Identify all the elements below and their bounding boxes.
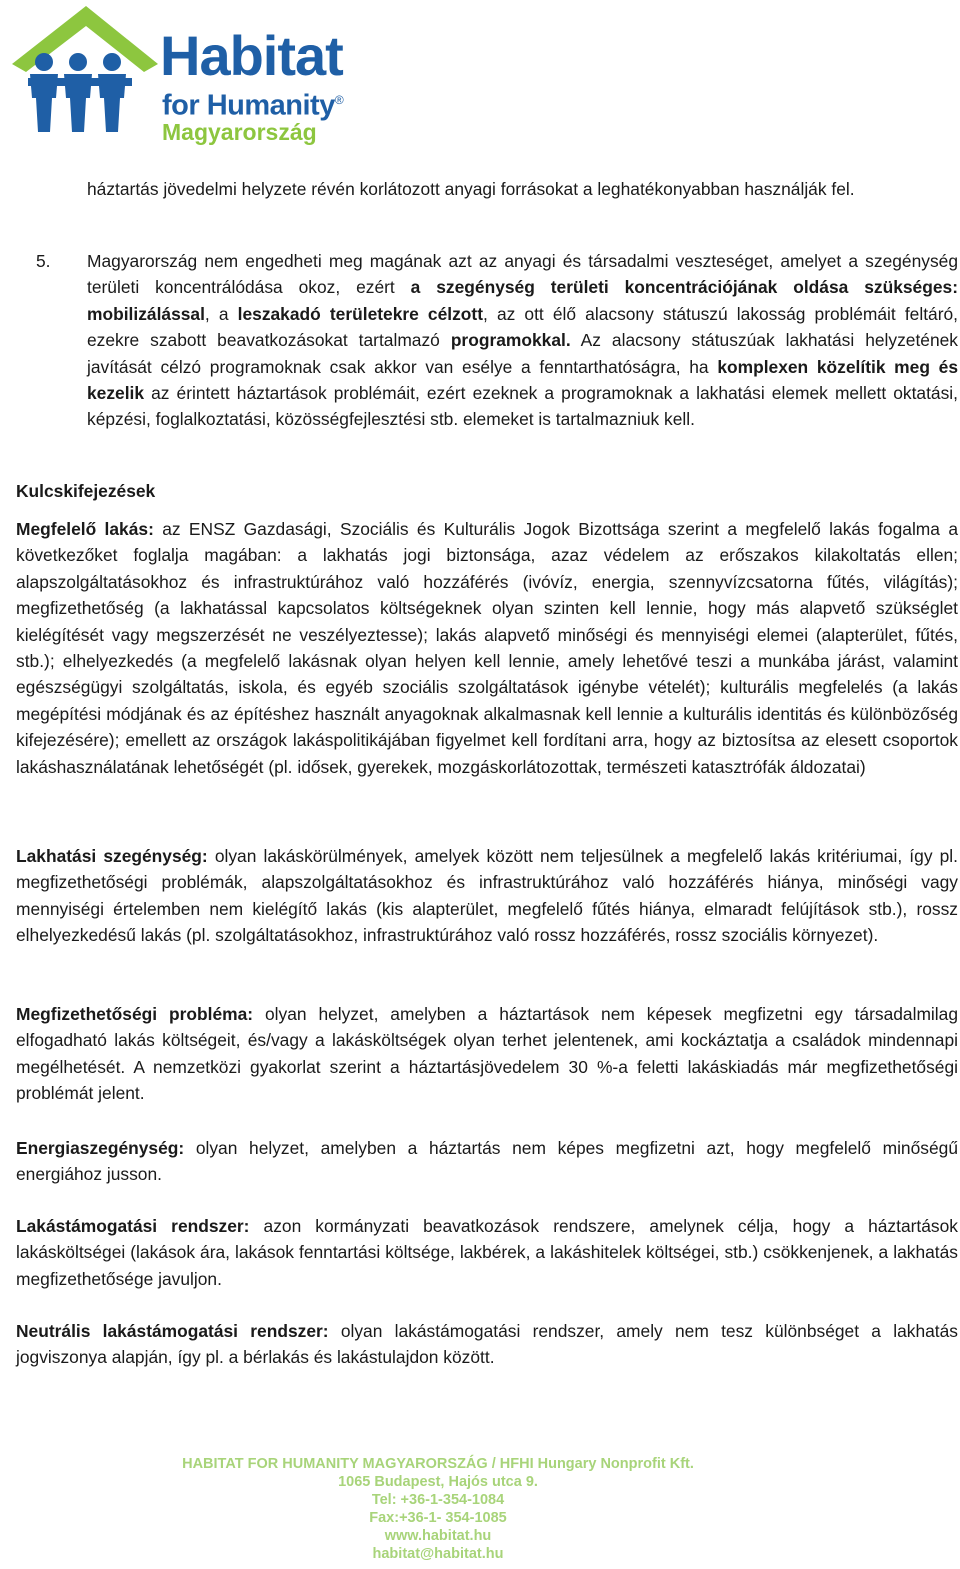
footer-fax: Fax:+36-1- 354-1085 <box>369 1510 507 1526</box>
footer-address: 1065 Budapest, Hajós utca 9. <box>338 1474 538 1490</box>
list-item-5-text: Magyarország nem engedheti meg magának azt az anyagi és társadalmi veszteséget, amelyet a szegénység területi koncentrálódása okoz, ezért a szegénység területi koncentrációjának oldása szükséges: mobilizálással, a leszakadó területekre célzott, az ott élő alacsony státuszú lakosság problémáit feltáró, ezekre szabott beavatkozásokat tartalmazó programokkal. Az alacsony státuszúak lakhatási helyzetének javítását célzó programoknak csak akkor van esélye a fenntarthatóságra, ha komplexen közelítik meg és kezelik az érintett háztartások problémáit, ezért ezeknek a programoknak a lakhatási elemek mellett oktatási, képzési, foglalkoztatási, közösségfejlesztési stb. elemeket is tartalmazniuk kell. <box>87 251 959 430</box>
footer-organization: HABITAT FOR HUMANITY MAGYARORSZÁG / HFHI Hungary Nonprofit Kft. <box>182 1456 694 1472</box>
definition-energiaszegenyseg: Energiaszegénység: olyan helyzet, amelyben a háztartás nem képes megfizetni azt, hogy megfelelő minőségű energiához jusson. <box>16 1138 958 1185</box>
section-heading: Kulcskifejezések <box>16 481 156 501</box>
list-item-number: 5. <box>36 251 51 271</box>
intro-continuation: háztartás jövedelmi helyzete révén korlátozott anyagi forrásokat a leghatékonyabban használják fel. <box>87 179 855 199</box>
logo-word-habitat: Habitat <box>160 24 343 87</box>
logo-word-for-humanity: for Humanity® <box>162 89 344 122</box>
house-people-logo-icon <box>8 2 158 152</box>
footer-phone: Tel: +36-1-354-1084 <box>371 1492 505 1508</box>
definition-neutralis-lakastamogatasi-rendszer: Neutrális lakástámogatási rendszer: olyan lakástámogatási rendszer, amely nem tesz különbséget a lakhatás jogviszonya alapján, így pl. a bérlakás és lakástulajdon között. <box>16 1321 959 1368</box>
footer-website-link[interactable]: www.habitat.hu <box>384 1528 492 1544</box>
definition-megfelelo-lakas: Megfelelő lakás: az ENSZ Gazdasági, Szociális és Kulturális Jogok Bizottsága szerint a megfelelő lakás fogalma a következőket foglalja magában: a lakhatás jogi biztonsága, azaz védelem az erőszakos kilakoltatás ellen; alapszolgáltatásokhoz és infrastruktúrához való hozzáférés (ivóvíz, energia, szennyvízcsatorna fűtés, világítás); megfizethetőség (a lakhatással kapcsolatos költségeknek olyan szinten kell lennie, hogy más alapvető szükséglet kielégítését vagy megszerzését ne veszélyeztesse); lakás alapvető minőségi és mennyiségi elemei (alapterület, fűtés, stb.); elhelyezkedés (a megfelelő lakásnak olyan helyen kell lennie, amely lehetővé teszi a munkába járást, valamint egészségügyi szolgáltatás, iskola, és egyéb szociális szolgáltatások igénybe vételét); kulturális megfelelés (a lakás megépítési módjának és az építéshez használt anyagoknak alkalmasnak kell lennie a kulturális identitás és különbözőség kifejezésére); emellett az országok lakáspolitikájában figyelmet kell fordítani arra, hogy az biztosítsa az elesett csoportok lakáshasználatának lehetőségét (pl. idősek, gyerekek, mozgáskorlátozottak, természeti katasztrófák áldozatai) <box>16 519 958 777</box>
definition-lakhatasi-szegenyseg: Lakhatási szegénység: olyan lakáskörülmények, amelyek között nem teljesülnek a megfelelő lakás kritériumai, így pl. megfizethetőségi problémák, alapszolgáltatásokhoz és infrastruktúrához való hozzáférés hiánya, minőségi vagy mennyiségi értelemben nem kielégítő lakás (kis alapterület, megfelelő fűtés hiánya, elmaradt felújítások stb.), rossz elhelyezkedésű lakás (pl. szolgáltatásokhoz, infrastruktúrához való rossz hozzáférés, rossz szociális környezet). <box>16 846 958 946</box>
definition-megfizethetosegi-problema: Megfizethetőségi probléma: olyan helyzet, amelyben a háztartások nem képesek megfizetni egy társadalmilag elfogadható lakás költségeit, és/vagy a lakásköltségek olyan terhet jelentenek, ami kockáztatja a családok mindennapi megélhetését. A nemzetközi gyakorlat szerint a háztartásjövedelem 30 %-a feletti lakáskiadás már megfizethetőségi problémát jelent. <box>16 1004 959 1104</box>
definition-lakastamogatasi-rendszer: Lakástámogatási rendszer: azon kormányzati beavatkozások rendszere, amelynek célja, hogy a háztartások lakásköltségei (lakások ára, lakások fenntartási költsége, lakbérek, a lakáshitelek költségei, stb.) csökkenjenek, a lakhatás megfizethetősége javuljon. <box>16 1216 958 1289</box>
logo-word-magyarorszag: Magyarország <box>162 119 317 145</box>
habitat-logo <box>8 2 368 152</box>
page-footer <box>0 1455 876 1563</box>
footer-email-link[interactable]: habitat@habitat.hu <box>372 1546 504 1562</box>
